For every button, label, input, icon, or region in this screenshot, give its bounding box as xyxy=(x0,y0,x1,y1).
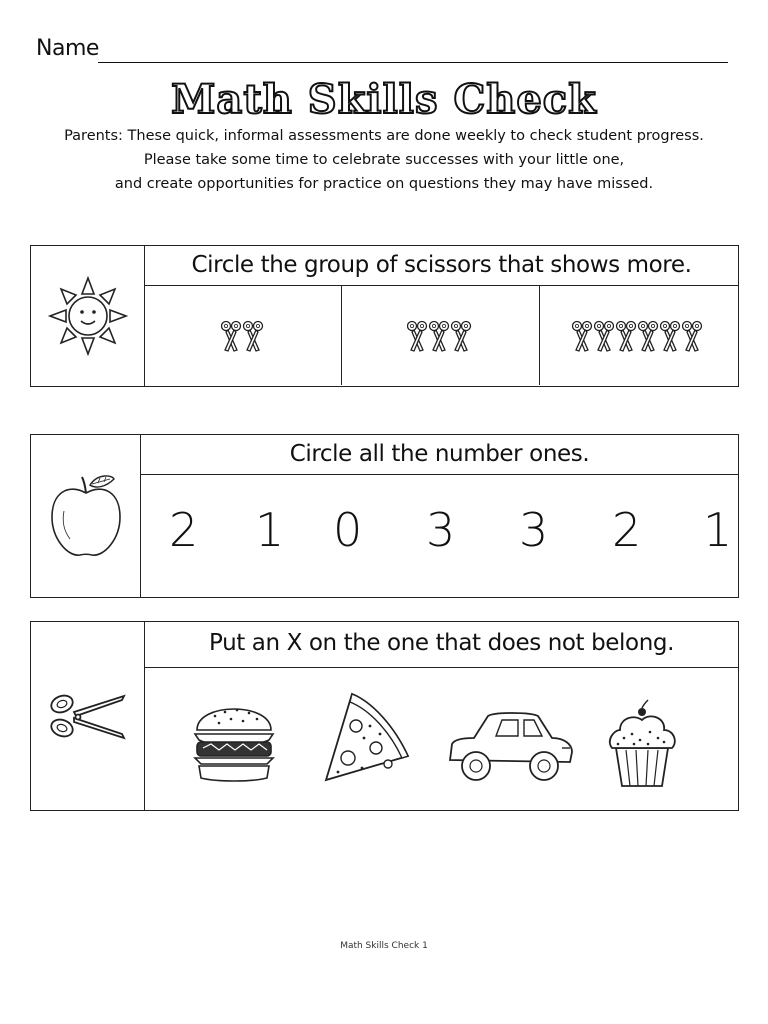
question-1-prompt: Circle the group of scissors that shows more. xyxy=(145,246,738,286)
question-3-icon-cell xyxy=(31,622,145,810)
question-1-box xyxy=(30,245,739,387)
scissors-icon xyxy=(573,321,592,351)
question-2-box xyxy=(30,434,739,598)
question-3-box xyxy=(30,621,739,811)
number-1[interactable]: 1 xyxy=(255,503,285,557)
scissors-icon xyxy=(617,321,636,351)
scissors-icon xyxy=(595,321,614,351)
page-title: Math Skills Check xyxy=(171,76,597,123)
question-2-prompt: Circle all the number ones. xyxy=(141,435,738,475)
scissors-icon xyxy=(683,321,702,351)
scissors-group-2[interactable] xyxy=(342,286,539,385)
parent-note-line-1: Parents: These quick, informal assessments are done weekly to check student progress. xyxy=(64,128,704,144)
pizza-slice-icon xyxy=(318,686,414,786)
scissors-group-3[interactable] xyxy=(540,286,737,385)
number-0[interactable]: 0 xyxy=(333,503,363,557)
scissors-icon xyxy=(430,321,449,351)
number-2[interactable]: 2 xyxy=(612,503,642,557)
number-3[interactable]: 3 xyxy=(426,503,456,557)
car-icon xyxy=(444,708,578,786)
apple-icon xyxy=(48,471,124,561)
scissors-group-1[interactable] xyxy=(145,286,342,385)
hamburger-icon xyxy=(191,688,281,788)
scissors-icon xyxy=(48,686,128,746)
number-1[interactable]: 1 xyxy=(703,503,733,557)
cupcake-icon xyxy=(604,698,680,790)
scissors-icon xyxy=(244,321,263,351)
scissors-icon xyxy=(639,321,658,351)
scissors-icon xyxy=(661,321,680,351)
name-label: Name xyxy=(36,36,99,61)
name-field[interactable] xyxy=(98,62,728,63)
parent-note-line-3: and create opportunities for practice on questions they may have missed. xyxy=(114,176,654,192)
parent-note-line-2: Please take some time to celebrate successes with your little one, xyxy=(143,152,625,168)
scissors-icon xyxy=(452,321,471,351)
name-row xyxy=(36,36,728,66)
question-3-prompt: Put an X on the one that does not belong. xyxy=(145,622,738,668)
scissors-icon xyxy=(408,321,427,351)
question-2-icon-cell xyxy=(31,435,141,597)
scissors-icon xyxy=(222,321,241,351)
sun-icon xyxy=(46,274,130,358)
page-footer: Math Skills Check 1 xyxy=(340,941,428,951)
number-3[interactable]: 3 xyxy=(519,503,549,557)
question-1-icon-cell xyxy=(31,246,145,386)
number-2[interactable]: 2 xyxy=(169,503,199,557)
